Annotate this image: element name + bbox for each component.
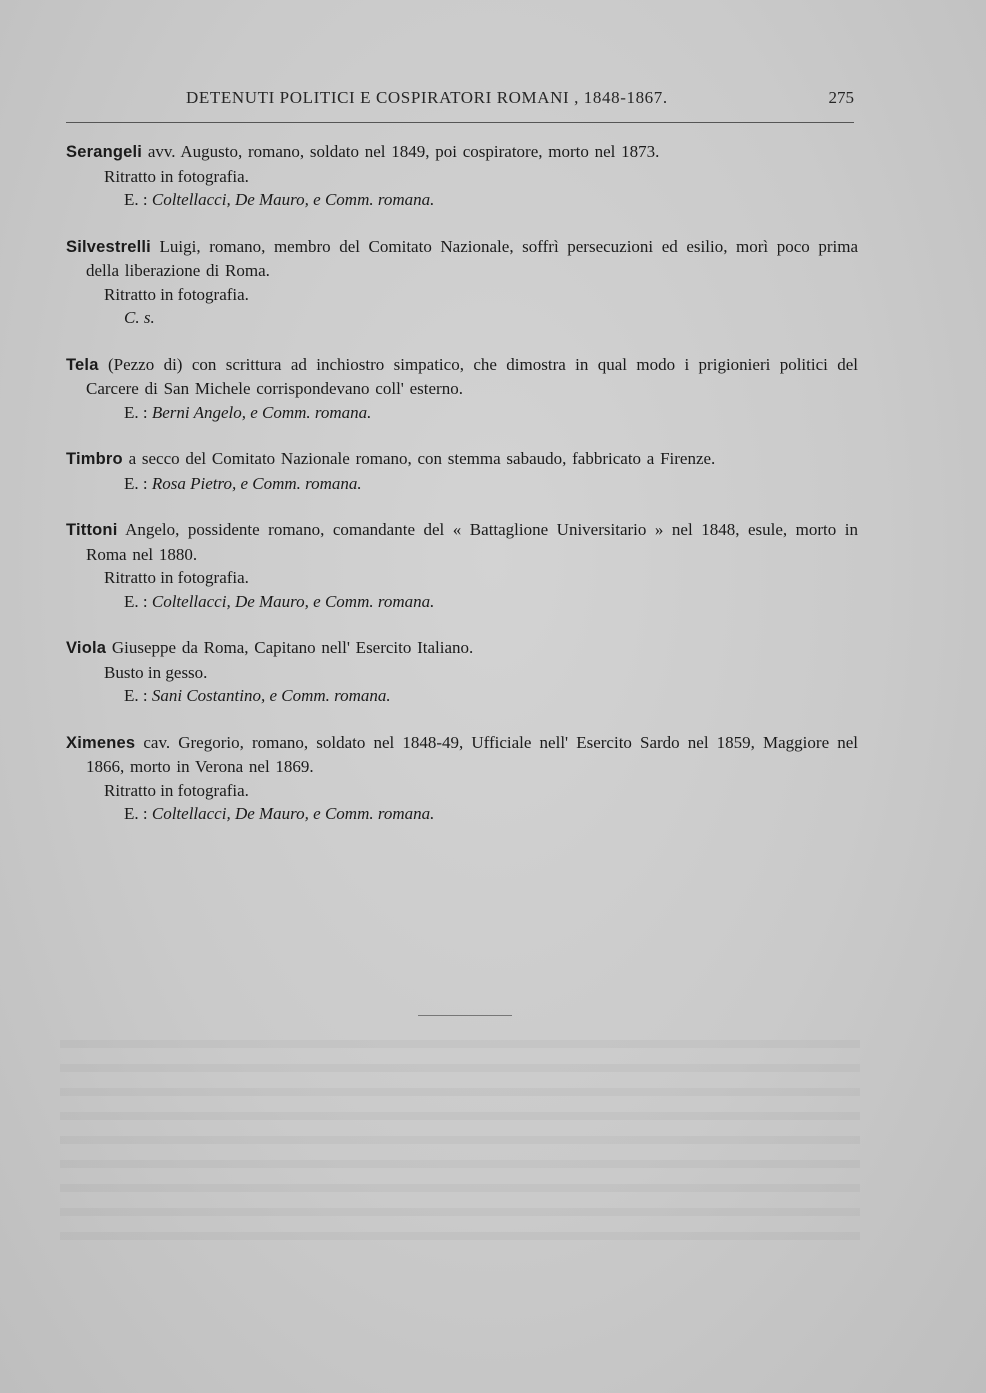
show-through-texture [60,1040,860,1240]
entry-portrait-note: Ritratto in fotografia. [104,568,249,587]
entry-description [66,636,858,661]
entry-name: Tela [66,355,99,374]
entry-bust-note: Busto in gesso. [104,662,208,682]
entry-description [66,731,858,779]
entry-source-prefix: E. : [124,686,152,705]
entry-source [66,401,858,425]
entry-portrait-note: Ritratto in fotografia. [104,284,249,304]
catalog-entry [66,235,858,330]
entry-source-refs: Coltellacci, De Mauro, e Comm. romana. [151,591,435,611]
catalog-entry [66,518,858,613]
entry-text: Angelo, possidente romano, comandante del « Battaglione Universitario » nel 1848, esule, morto in Roma nel 1880. [86,520,858,564]
entry-text: Luigi, romano, membro del Comitato Nazionale, soffrì persecuzioni ed esilio, morì poco prima della liberazione di Roma. [86,236,858,280]
entry-name: Ximenes [66,733,136,752]
entry-source [66,188,858,212]
entry-source-refs: C. s. [124,308,155,327]
entry-portrait-note: Ritratto in fotografia. [104,780,249,800]
catalog-entry [66,140,858,212]
entry-source-refs: Coltellacci, De Mauro, e Comm. romana. [151,804,435,823]
entry-source [66,306,858,330]
entry-source-prefix: E. : [124,473,152,493]
entry-name: Serangeli [66,143,143,161]
entry-source-refs: Rosa Pietro, e Comm. romana. [151,473,362,493]
entry-source [66,684,858,708]
entry-description [66,518,858,566]
entry-source-refs: Coltellacci, De Mauro, e Comm. romana. [151,190,435,209]
entry-source-prefix: E. : [124,591,152,611]
entry-name: Viola [66,639,107,657]
entry-source [66,590,858,614]
running-header [66,88,854,118]
entry-source-prefix: E. : [124,190,152,209]
entry-source [66,472,858,496]
catalog-entries [66,140,858,849]
entry-name: Silvestrelli [66,237,151,256]
entry-source-refs: Sani Costantino, e Comm. romana. [151,686,391,705]
entry-description [66,353,858,401]
page-number: 275 [828,88,854,107]
entry-name: Tittoni [66,521,118,539]
entry-portrait-note: Ritratto in fotografia. [104,166,249,186]
entry-description [66,140,858,165]
header-title: DETENUTI POLITICI E COSPIRATORI ROMANI , 1848-1867. [186,88,668,107]
header-rule [66,122,854,123]
entry-source [66,802,858,826]
entry-text: avv. Augusto, romano, soldato nel 1849, poi cospiratore, morto nel 1873. [142,142,660,161]
catalog-entry [66,731,858,826]
entry-text: a secco del Comitato Nazionale romano, con stemma sabaudo, fabbricato a Firenze. [122,449,716,468]
entry-text: cav. Gregorio, romano, soldato nel 1848-49, Ufficiale nell' Esercito Sardo nel 1859, Maggiore nel 1866, morto in Verona nel 1869. [86,732,858,776]
entry-text: Giuseppe da Roma, Capitano nell' Esercito Italiano. [106,638,474,657]
entry-source-refs: Berni Angelo, e Comm. romana. [151,402,372,422]
catalog-entry [66,353,858,425]
entry-description [66,235,858,283]
entry-source-prefix: E. : [124,402,152,422]
entry-source-prefix: E. : [124,804,152,823]
closing-rule [418,1015,512,1016]
entry-text: (Pezzo di) con scrittura ad inchiostro simpatico, che dimostra in qual modo i prigionieri politici del Carcere di San Michele corrispondevano coll' esterno. [86,354,858,398]
entry-description [66,447,858,472]
catalog-entry [66,447,858,495]
catalog-entry [66,636,858,708]
entry-name: Timbro [66,450,123,468]
